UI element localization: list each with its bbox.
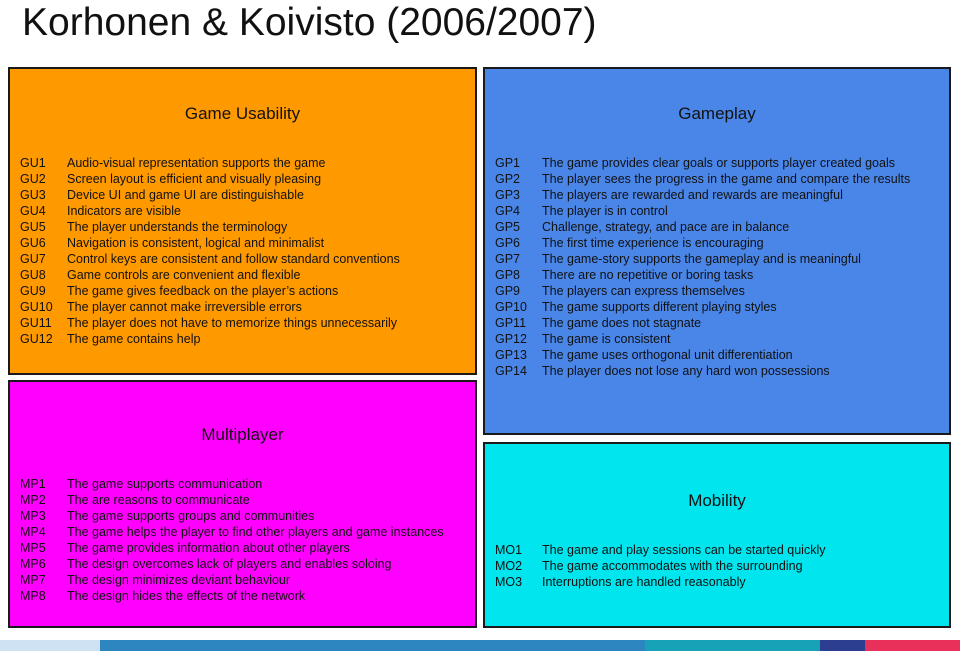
list-item — [495, 171, 945, 187]
item-text: Audio-visual representation supports the game — [67, 156, 326, 170]
list-item — [495, 251, 945, 267]
item-code: MO1 — [495, 543, 523, 557]
list-item — [20, 171, 471, 187]
list-item — [20, 476, 471, 492]
list-item — [495, 155, 945, 171]
multiplayer-title: Multiplayer — [201, 425, 284, 444]
list-item — [20, 219, 471, 235]
item-text: The player does not have to memorize things unnecessarily — [67, 316, 398, 330]
item-text: The game-story supports the gameplay and is meaningful — [542, 252, 861, 266]
item-text: The player understands the terminology — [67, 220, 288, 234]
item-text: The game uses orthogonal unit differentiation — [542, 348, 793, 362]
item-code: GP4 — [495, 204, 521, 218]
item-text: Device UI and game UI are distinguishable — [67, 188, 304, 202]
item-text: The game supports communication — [67, 477, 263, 491]
item-text: The design overcomes lack of players and enables soloing — [67, 557, 392, 571]
item-text: The players can express themselves — [542, 284, 745, 298]
item-code: GP13 — [495, 348, 527, 362]
list-item — [20, 267, 471, 283]
item-text: The game contains help — [67, 332, 201, 346]
item-text: The game supports groups and communities — [67, 509, 315, 523]
item-text: The design hides the effects of the network — [67, 589, 306, 603]
item-code: MP5 — [20, 541, 46, 555]
game-usability-list — [20, 155, 471, 347]
item-code: GU7 — [20, 252, 46, 266]
list-item — [495, 574, 945, 590]
list-item — [495, 187, 945, 203]
item-code: GP2 — [495, 172, 521, 186]
footer-stripe-blue — [100, 640, 645, 651]
item-code: GU11 — [20, 316, 52, 330]
item-code: MP4 — [20, 525, 46, 539]
item-text: Navigation is consistent, logical and minimalist — [67, 236, 325, 250]
item-text: The game accommodates with the surrounding — [542, 559, 803, 573]
item-code: GP5 — [495, 220, 521, 234]
gameplay-box — [483, 67, 951, 435]
gameplay-title: Gameplay — [678, 104, 756, 123]
list-item — [20, 299, 471, 315]
list-item — [495, 558, 945, 574]
item-text: The player sees the progress in the game and compare the results — [542, 172, 911, 186]
list-item — [20, 203, 471, 219]
game-usability-box — [8, 67, 477, 375]
footer-stripe-blue-light — [0, 640, 100, 651]
gameplay-list — [495, 155, 945, 379]
item-code: GP1 — [495, 156, 521, 170]
list-item — [20, 508, 471, 524]
item-code: GU2 — [20, 172, 46, 186]
list-item — [495, 283, 945, 299]
item-code: GU4 — [20, 204, 46, 218]
list-item — [20, 572, 471, 588]
list-item — [495, 315, 945, 331]
item-text: The game and play sessions can be started quickly — [542, 543, 826, 557]
list-item — [20, 251, 471, 267]
item-code: GU5 — [20, 220, 46, 234]
item-text: The design minimizes deviant behaviour — [67, 573, 291, 587]
list-item — [20, 331, 471, 347]
item-code: GU12 — [20, 332, 53, 346]
item-code: GU10 — [20, 300, 53, 314]
list-item — [20, 556, 471, 572]
list-item — [495, 267, 945, 283]
item-text: Indicators are visible — [67, 204, 181, 218]
item-text: Challenge, strategy, and pace are in balance — [542, 220, 790, 234]
list-item — [495, 219, 945, 235]
item-text: The player is in control — [542, 204, 668, 218]
item-text: The players are rewarded and rewards are meaningful — [542, 188, 843, 202]
item-text: The player cannot make irreversible errors — [67, 300, 302, 314]
list-item — [495, 363, 945, 379]
list-item — [20, 155, 471, 171]
multiplayer-box — [8, 380, 477, 628]
item-text: The game provides clear goals or supports player created goals — [542, 156, 895, 170]
list-item — [20, 540, 471, 556]
item-text: The game is consistent — [542, 332, 671, 346]
item-text: The game supports different playing styles — [542, 300, 777, 314]
item-code: GP11 — [495, 316, 527, 330]
item-text: The first time experience is encouraging — [542, 236, 764, 250]
item-code: MP2 — [20, 493, 46, 507]
list-item — [20, 283, 471, 299]
item-text: Interruptions are handled reasonably — [542, 575, 746, 589]
list-item — [20, 588, 471, 604]
item-code: GP14 — [495, 364, 527, 378]
list-item — [20, 235, 471, 251]
list-item — [20, 524, 471, 540]
item-code: MP6 — [20, 557, 46, 571]
item-code: GU6 — [20, 236, 46, 250]
item-code: GP3 — [495, 188, 521, 202]
item-code: MP7 — [20, 573, 46, 587]
item-code: GP7 — [495, 252, 521, 266]
list-item — [495, 542, 945, 558]
item-text: The game provides information about other players — [67, 541, 350, 555]
page-title: Korhonen & Koivisto (2006/2007) — [22, 1, 597, 44]
item-text: There are no repetitive or boring tasks — [542, 268, 754, 282]
item-text: The are reasons to communicate — [67, 493, 250, 507]
game-usability-title: Game Usability — [184, 104, 301, 123]
footer-stripe-navy — [820, 640, 865, 651]
item-code: GP10 — [495, 300, 527, 314]
item-text: Game controls are convenient and flexible — [67, 268, 301, 282]
list-item — [20, 492, 471, 508]
mobility-list — [495, 542, 945, 590]
item-code: GP12 — [495, 332, 527, 346]
item-code: GP9 — [495, 284, 521, 298]
list-item — [495, 331, 945, 347]
list-item — [495, 235, 945, 251]
item-code: MP3 — [20, 509, 46, 523]
item-text: The game does not stagnate — [542, 316, 702, 330]
item-text: Screen layout is efficient and visually pleasing — [67, 172, 322, 186]
item-code: GU1 — [20, 156, 46, 170]
item-code: GP6 — [495, 236, 521, 250]
item-text: The player does not lose any hard won possessions — [542, 364, 830, 378]
item-code: GU3 — [20, 188, 46, 202]
list-item — [20, 187, 471, 203]
mobility-box — [483, 442, 951, 628]
list-item — [495, 347, 945, 363]
list-item — [20, 315, 471, 331]
footer-stripe-teal — [645, 640, 820, 651]
item-text: The game gives feedback on the player’s actions — [67, 284, 339, 298]
footer-stripe-red — [865, 640, 960, 651]
list-item — [495, 299, 945, 315]
item-code: MP8 — [20, 589, 46, 603]
item-code: GP8 — [495, 268, 521, 282]
item-code: MO2 — [495, 559, 523, 573]
item-text: The game helps the player to find other players and game instances — [67, 525, 444, 539]
item-code: GU8 — [20, 268, 46, 282]
item-code: MO3 — [495, 575, 523, 589]
list-item — [495, 203, 945, 219]
item-code: MP1 — [20, 477, 46, 491]
item-text: Control keys are consistent and follow standard conventions — [67, 252, 400, 266]
mobility-title: Mobility — [688, 491, 746, 510]
item-code: GU9 — [20, 284, 46, 298]
multiplayer-list — [20, 476, 471, 604]
